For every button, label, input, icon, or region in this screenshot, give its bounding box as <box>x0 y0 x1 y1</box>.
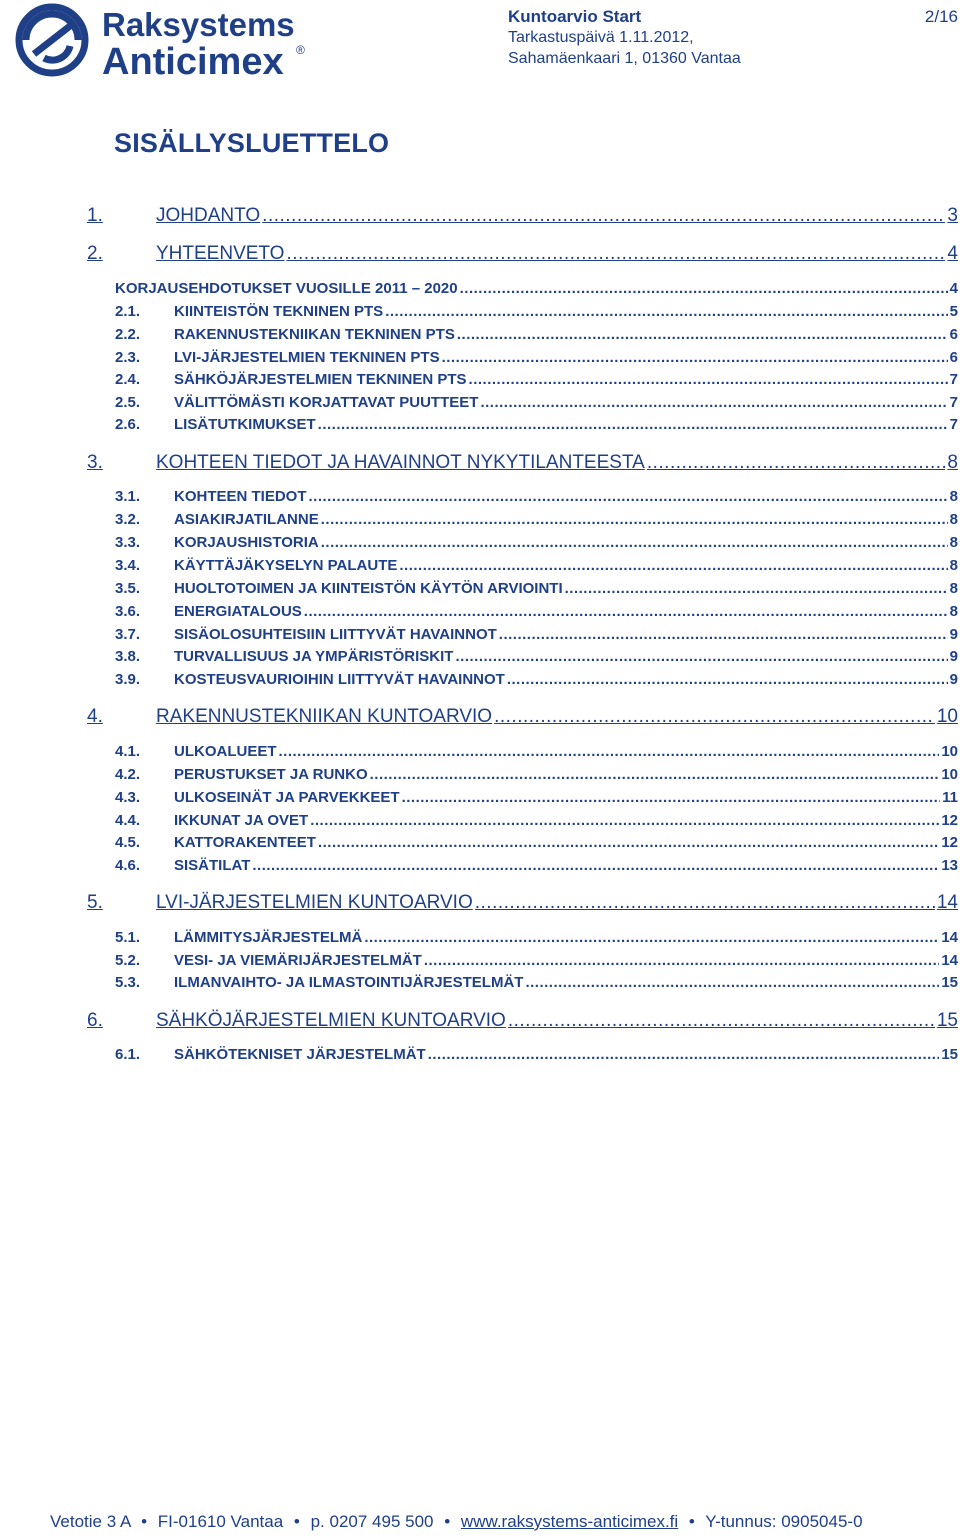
toc-dot-leader <box>286 243 945 265</box>
toc-entry[interactable] <box>0 511 958 531</box>
toc-dot-leader <box>499 626 948 643</box>
toc-dot-leader <box>480 394 947 411</box>
footer-business-id: Y-tunnus: 0905045-0 <box>705 1512 863 1531</box>
toc-entry[interactable] <box>0 626 958 646</box>
footer-bullet: • <box>688 1512 695 1531</box>
toc-dot-leader <box>385 303 947 320</box>
toc-entry[interactable] <box>0 349 958 369</box>
toc-entry-title: SISÄOLOSUHTEISIIN LIITTYVÄT HAVAINNOT <box>174 626 497 643</box>
toc-entry-page: 9 <box>949 648 958 665</box>
toc-entry[interactable] <box>0 1010 958 1034</box>
toc-entry-title: HUOLTOTOIMEN JA KIINTEISTÖN KÄYTÖN ARVIOINTI <box>174 580 563 597</box>
toc-entry-title: YHTEENVETO <box>156 243 285 264</box>
toc-entry[interactable] <box>0 243 958 267</box>
toc-entry-title: SÄHKÖTEKNISET JÄRJESTELMÄT <box>174 1046 426 1063</box>
toc-dot-leader <box>428 1046 940 1063</box>
toc-entry-number: 2.2. <box>115 326 141 343</box>
toc-entry-page: 14 <box>941 952 958 969</box>
toc-entry[interactable] <box>0 812 958 832</box>
toc-entry[interactable] <box>0 580 958 600</box>
toc-entry-title: KORJAUSEHDOTUKSET VUOSILLE 2011 – 2020 <box>115 280 458 297</box>
toc-dot-leader <box>455 648 947 665</box>
toc-entry[interactable] <box>0 671 958 691</box>
toc-entry-title: VÄLITTÖMÄSTI KORJATTAVAT PUUTTEET <box>174 394 479 411</box>
toc-entry-page: 8 <box>949 511 958 528</box>
toc-entry[interactable] <box>0 789 958 809</box>
toc-entry-title: LVI-JÄRJESTELMIEN KUNTOARVIO <box>156 892 473 913</box>
toc-entry-number: 3.6. <box>115 603 141 620</box>
toc-entry[interactable] <box>0 974 958 994</box>
toc-entry-number: 3.2. <box>115 511 141 528</box>
toc-entry-page: 8 <box>949 488 958 505</box>
toc-entry[interactable] <box>0 303 958 323</box>
toc-entry[interactable] <box>0 1046 958 1066</box>
toc-entry-number: 3. <box>87 452 103 473</box>
toc-entry-title: ULKOSEINÄT JA PARVEKKEET <box>174 789 400 806</box>
toc-entry[interactable] <box>0 280 958 300</box>
toc-entry-number: 4.6. <box>115 857 141 874</box>
toc-entry-number: 5.1. <box>115 929 141 946</box>
toc-entry-title: ASIAKIRJATILANNE <box>174 511 319 528</box>
toc-entry[interactable] <box>0 929 958 949</box>
footer-website-link[interactable]: www.raksystems-anticimex.fi <box>460 1512 679 1531</box>
toc-entry-number: 2.5. <box>115 394 141 411</box>
toc-entry-title: KORJAUSHISTORIA <box>174 534 319 551</box>
toc-entry-title: JOHDANTO <box>156 205 261 226</box>
toc-entry-number: 1. <box>87 205 103 226</box>
toc-dot-leader <box>318 416 948 433</box>
toc-entry-page: 8 <box>947 452 958 473</box>
toc-entry[interactable] <box>0 766 958 786</box>
footer-bullet: • <box>141 1512 148 1531</box>
toc-entry-number: 5.3. <box>115 974 141 991</box>
toc-entry[interactable] <box>0 857 958 877</box>
toc-entry-number: 2.4. <box>115 371 141 388</box>
toc-dot-leader <box>508 1010 935 1032</box>
toc-entry[interactable] <box>0 394 958 414</box>
toc-entry[interactable] <box>0 534 958 554</box>
toc-entry-number: 2. <box>87 243 103 264</box>
footer-address: Vetotie 3 A <box>50 1512 131 1531</box>
toc-entry-number: 2.1. <box>115 303 141 320</box>
toc-entry[interactable] <box>0 648 958 668</box>
toc-entry[interactable] <box>0 952 958 972</box>
toc-entry-number: 3.3. <box>115 534 141 551</box>
toc-entry-page: 7 <box>949 394 958 411</box>
toc-entry-number: 5. <box>87 892 103 913</box>
toc-entry-number: 3.8. <box>115 648 141 665</box>
toc-entry[interactable] <box>0 603 958 623</box>
document-title-header: Kuntoarvio Start <box>508 7 642 26</box>
toc-entry-title: PERUSTUKSET JA RUNKO <box>174 766 368 783</box>
page-indicator: 2/16 <box>924 7 958 26</box>
toc-entry-title: IKKUNAT JA OVET <box>174 812 309 829</box>
toc-entry-number: 2.6. <box>115 416 141 433</box>
toc-entry-page: 10 <box>941 766 958 783</box>
footer-bullet: • <box>293 1512 300 1531</box>
toc-dot-leader <box>279 743 940 760</box>
toc-dot-leader <box>442 349 948 366</box>
logo-line1: Raksystems <box>102 6 295 43</box>
toc-entry-title: SÄHKÖJÄRJESTELMIEN TEKNINEN PTS <box>174 371 467 388</box>
toc-entry-page: 4 <box>947 243 958 264</box>
toc-entry-number: 3.9. <box>115 671 141 688</box>
toc-entry-page: 12 <box>941 834 958 851</box>
toc-entry[interactable] <box>0 452 958 476</box>
footer-bullet: • <box>444 1512 451 1531</box>
toc-entry-page: 14 <box>936 892 958 913</box>
toc-entry-title: KÄYTTÄJÄKYSELYN PALAUTE <box>174 557 398 574</box>
toc-dot-leader <box>364 929 939 946</box>
toc-entry-number: 4.3. <box>115 789 141 806</box>
toc-entry-number: 6.1. <box>115 1046 141 1063</box>
toc-entry-title: ULKOALUEET <box>174 743 277 760</box>
toc-entry-page: 6 <box>949 349 958 366</box>
toc-entry-title: LISÄTUTKIMUKSET <box>174 416 316 433</box>
toc-dot-leader <box>318 834 939 851</box>
toc-dot-leader <box>457 326 948 343</box>
toc-dot-leader <box>525 974 939 991</box>
toc-entry-page: 11 <box>942 789 958 806</box>
toc-entry[interactable] <box>0 557 958 577</box>
toc-entry-page: 8 <box>949 534 958 551</box>
toc-entry[interactable] <box>0 834 958 854</box>
toc-entry-number: 3.4. <box>115 557 141 574</box>
toc-entry-title: VESI- JA VIEMÄRIJÄRJESTELMÄT <box>174 952 422 969</box>
toc-entry-title: ILMANVAIHTO- JA ILMASTOINTIJÄRJESTELMÄT <box>174 974 524 991</box>
toc-entry-title: KOHTEEN TIEDOT JA HAVAINNOT NYKYTILANTEESTA <box>156 452 645 473</box>
toc-dot-leader <box>424 952 939 969</box>
toc-entry-title: RAKENNUSTEKNIIKAN KUNTOARVIO <box>156 706 493 727</box>
toc-entry-number: 6. <box>87 1010 103 1031</box>
toc-dot-leader <box>309 488 948 505</box>
toc-dot-leader <box>507 671 948 688</box>
toc-entry[interactable] <box>0 743 958 763</box>
toc-dot-leader <box>475 892 935 914</box>
toc-entry-title: TURVALLISUUS JA YMPÄRISTÖRISKIT <box>174 648 454 665</box>
toc-entry-page: 13 <box>941 857 958 874</box>
toc-entry-page: 14 <box>941 929 958 946</box>
toc-dot-leader <box>321 511 948 528</box>
toc-entry-number: 2.3. <box>115 349 141 366</box>
toc-entry[interactable] <box>0 416 958 436</box>
footer-phone: p. 0207 495 500 <box>310 1512 434 1531</box>
toc-entry-page: 3 <box>947 205 958 226</box>
toc-entry[interactable] <box>0 706 958 730</box>
toc-dot-leader <box>262 205 945 227</box>
toc-dot-leader <box>460 280 948 297</box>
toc-entry-title: LÄMMITYSJÄRJESTELMÄ <box>174 929 363 946</box>
toc-entry-title: KOHTEEN TIEDOT <box>174 488 307 505</box>
logo-line2: Anticimex <box>102 41 284 80</box>
toc-dot-leader <box>647 452 946 474</box>
toc-entry-title: SISÄTILAT <box>174 857 251 874</box>
toc-entry-page: 4 <box>949 280 958 297</box>
toc-entry[interactable] <box>0 326 958 346</box>
toc-entry-page: 10 <box>936 706 958 727</box>
toc-dot-leader <box>399 557 947 574</box>
toc-entry-page: 7 <box>949 371 958 388</box>
toc-entry-page: 15 <box>936 1010 958 1031</box>
toc-entry-title: KATTORAKENTEET <box>174 834 316 851</box>
toc-dot-leader <box>321 534 948 551</box>
toc-dot-leader <box>304 603 948 620</box>
toc-entry-number: 5.2. <box>115 952 141 969</box>
toc-entry-page: 9 <box>949 671 958 688</box>
toc-entry-page: 5 <box>949 303 958 320</box>
toc-entry-number: 4.1. <box>115 743 141 760</box>
toc-entry-page: 6 <box>949 326 958 343</box>
toc-entry-number: 4.2. <box>115 766 141 783</box>
toc-entry-number: 4. <box>87 706 103 727</box>
toc-entry-title: RAKENNUSTEKNIIKAN TEKNINEN PTS <box>174 326 455 343</box>
toc-entry-page: 10 <box>941 743 958 760</box>
property-address: Sahamäenkaari 1, 01360 Vantaa <box>508 50 741 67</box>
toc-dot-leader <box>402 789 941 806</box>
toc-entry-page: 8 <box>949 580 958 597</box>
toc-entry[interactable] <box>0 205 958 229</box>
toc-entry-page: 15 <box>941 974 958 991</box>
toc-entry-title: ENERGIATALOUS <box>174 603 302 620</box>
toc-entry-page: 8 <box>949 557 958 574</box>
toc-dot-leader <box>252 857 939 874</box>
toc-entry-number: 3.1. <box>115 488 141 505</box>
toc-dot-leader <box>494 706 935 728</box>
toc-entry-page: 9 <box>949 626 958 643</box>
toc-dot-leader <box>370 766 940 783</box>
toc-entry-title: LVI-JÄRJESTELMIEN TEKNINEN PTS <box>174 349 440 366</box>
toc-dot-leader <box>565 580 948 597</box>
toc-entry-number: 4.4. <box>115 812 141 829</box>
inspection-date: Tarkastuspäivä 1.11.2012, <box>508 29 694 46</box>
toc-entry-number: 3.7. <box>115 626 141 643</box>
page-footer <box>50 1512 950 1532</box>
toc-entry-number: 4.5. <box>115 834 141 851</box>
toc-entry-number: 3.5. <box>115 580 141 597</box>
toc-entry-title: KOSTEUSVAURIOIHIN LIITTYVÄT HAVAINNOT <box>174 671 505 688</box>
toc-dot-leader <box>469 371 948 388</box>
footer-postal: FI-01610 Vantaa <box>157 1512 284 1531</box>
page-title: SISÄLLYSLUETTELO <box>114 128 390 158</box>
toc-entry-page: 15 <box>941 1046 958 1063</box>
toc-entry-title: KIINTEISTÖN TEKNINEN PTS <box>174 303 384 320</box>
toc-dot-leader <box>310 812 939 829</box>
toc-entry-page: 8 <box>949 603 958 620</box>
toc-entry-page: 12 <box>941 812 958 829</box>
toc-entry-page: 7 <box>949 416 958 433</box>
toc-entry[interactable] <box>0 892 958 916</box>
toc-entry-title: SÄHKÖJÄRJESTELMIEN KUNTOARVIO <box>156 1010 506 1031</box>
logo-registered-mark: ® <box>296 43 305 57</box>
toc-entry[interactable] <box>0 488 958 508</box>
toc-entry[interactable] <box>0 371 958 391</box>
